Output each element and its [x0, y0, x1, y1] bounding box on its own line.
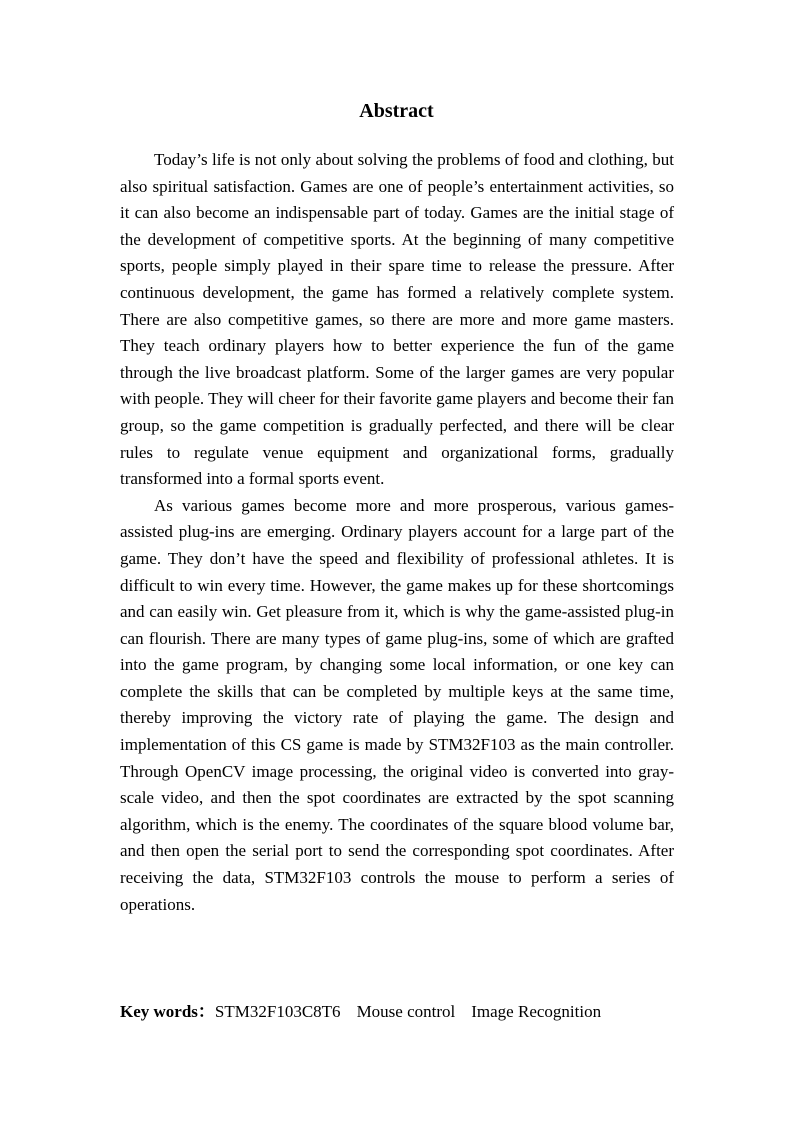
- keyword-item: STM32F103C8T6: [214, 1002, 341, 1021]
- keyword-item: Image Recognition: [471, 1002, 602, 1021]
- keywords-label: Key words：: [120, 1002, 215, 1021]
- abstract-body: [120, 147, 674, 918]
- abstract-title: Abstract: [359, 100, 434, 122]
- keywords-line: [120, 999, 680, 1025]
- keyword-item: Mouse control: [356, 1002, 456, 1021]
- abstract-paragraph-2: As various games become more and more prosperous, various games-assisted plug-ins are emerging. Ordinary players account for a large part of the game. They don’t have the speed and flexibility of professional athletes. It is difficult to win every time. However, the game makes up for these shortcomings and can easily win. Get pleasure from it, which is why the game-assisted plug-in can flourish. There are many types of game plug-ins, some of which are grafted into the game program, by changing some local information, or one key can complete the skills that can be completed by multiple keys at the same time, thereby improving the victory rate of playing the game. The design and implementation of this CS game is made by STM32F103 as the main controller. Through OpenCV image processing, the original video is converted into gray-scale video, and then the spot coordinates are extracted by the spot scanning algorithm, which is the enemy. The coordinates of the square blood volume bar, and then open the serial port to send the corresponding spot coordinates. After receiving the data, STM32F103 controls the mouse to perform a series of operations.: [120, 495, 674, 914]
- abstract-paragraph-1: Today’s life is not only about solving the problems of food and clothing, but also spiritual satisfaction. Games are one of people’s entertainment activities, so it can also become an indispensable part of today. Games are the initial stage of the development of competitive sports. At the beginning of many competitive sports, people simply played in their spare time to release the pressure. After continuous development, the game has formed a relatively complete system. There are also competitive games, so there are more and more game masters. They teach ordinary players how to better experience the fun of the game through the live broadcast platform. Some of the larger games are very popular with people. They will cheer for their favorite game players and become their fan group, so the game competition is gradually perfected, and there will be clear rules to regulate venue equipment and organizational forms, gradually transformed into a formal sports event.: [120, 150, 674, 489]
